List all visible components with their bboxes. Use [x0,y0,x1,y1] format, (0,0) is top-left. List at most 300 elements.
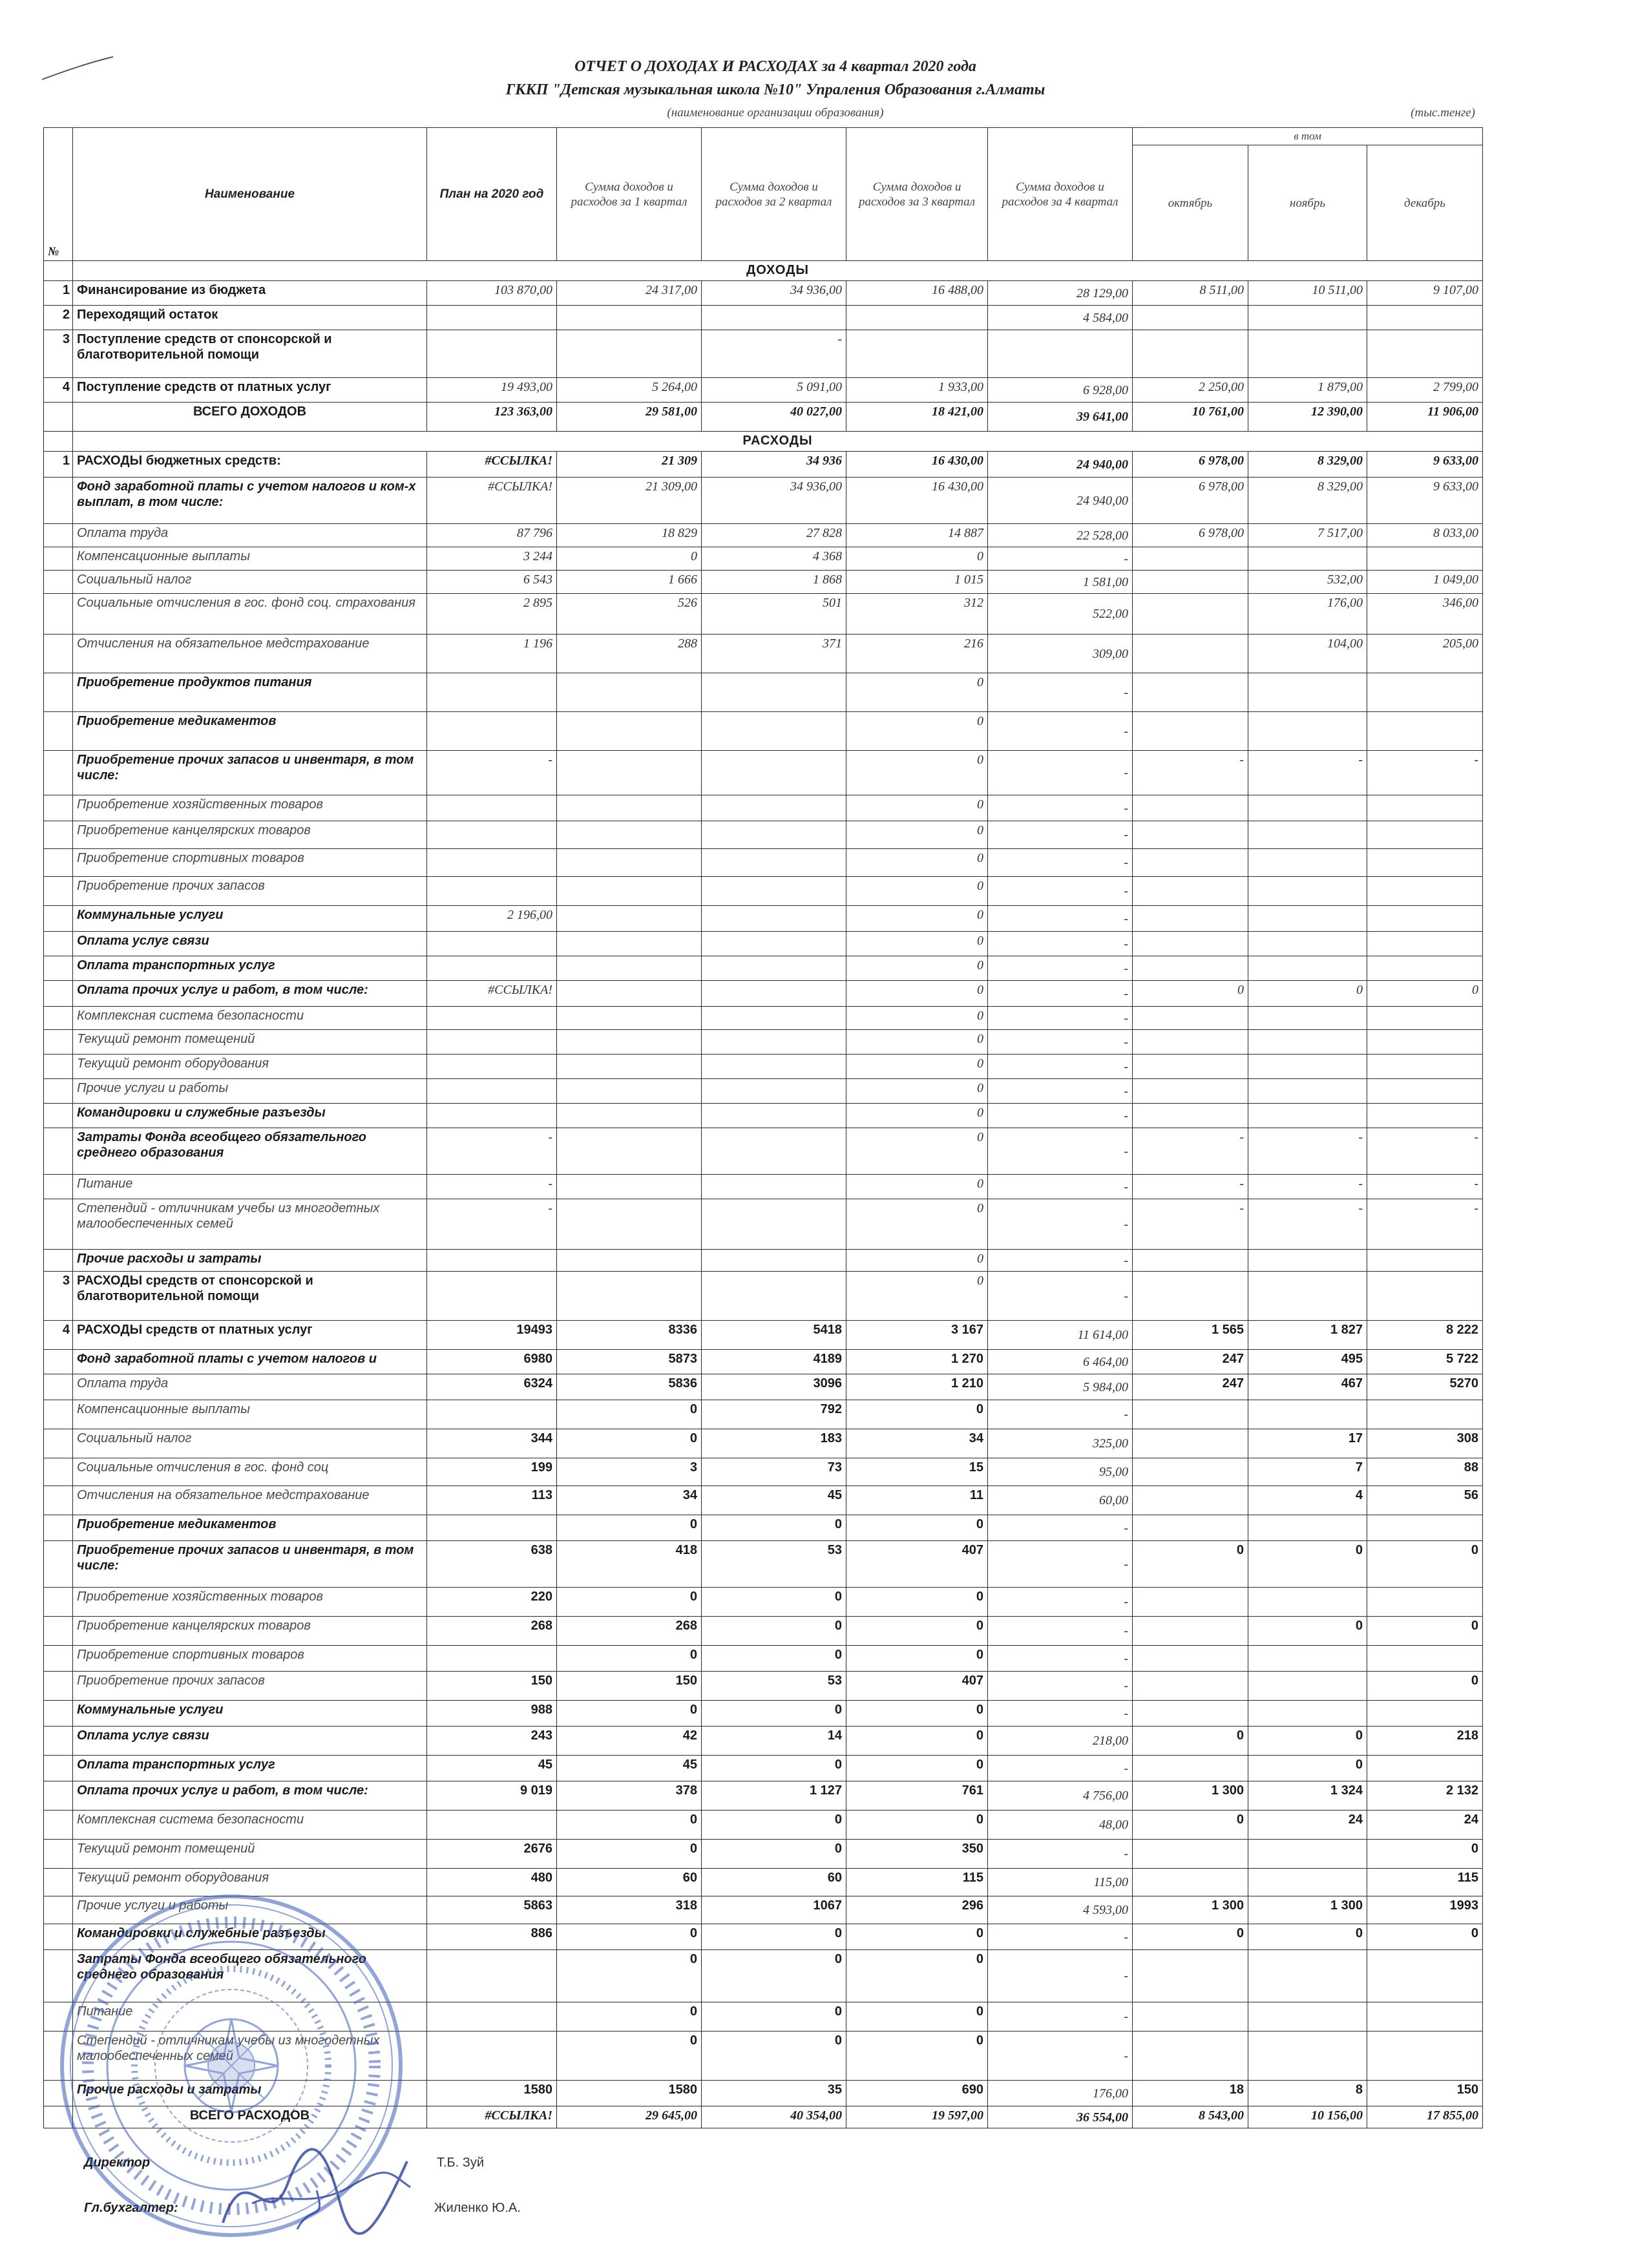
cell-q3: 0 [846,956,988,981]
pen-stroke-mark [39,52,116,84]
cell-q3: 3 167 [846,1321,988,1350]
table-row [44,1672,1483,1701]
cell-q4: 309,00 [988,635,1133,673]
cell-plan [427,1272,557,1321]
table-row [44,571,1483,594]
cell-q1: 45 [557,1756,702,1781]
cell-q1 [557,306,702,330]
cell-october: 6 978,00 [1133,478,1248,524]
column-header-q1: Сумма доходов и расходов за 1 квартал [557,128,702,261]
cell-q1 [557,906,702,932]
row-label: Компенсационные выплаты [73,1400,427,1429]
cell-december [1367,1701,1483,1727]
cell-october [1133,1007,1248,1030]
row-number: 3 [44,330,73,378]
cell-q4 [988,330,1133,378]
cell-plan [427,712,557,751]
row-number [44,1458,73,1486]
column-header-q2: Сумма доходов и расходов за 2 квартал [702,128,846,261]
cell-december: - [1367,1199,1483,1250]
cell-q3 [846,306,988,330]
cell-q3: 216 [846,635,988,673]
cell-q3: 296 [846,1896,988,1924]
cell-november [1248,906,1367,932]
cell-q4: - [988,849,1133,877]
cell-q2: 73 [702,1458,846,1486]
cell-december [1367,1079,1483,1104]
table-row [44,306,1483,330]
cell-november [1248,1104,1367,1128]
table-row [44,1400,1483,1429]
row-label: Командировки и служебные разъезды [73,1104,427,1128]
cell-q1: 60 [557,1869,702,1896]
cell-q3: 0 [846,1250,988,1272]
row-label: Приобретение прочих запасов [73,877,427,906]
cell-december [1367,2002,1483,2032]
cell-q3: 16 430,00 [846,452,988,478]
cell-plan [427,849,557,877]
cell-december [1367,1104,1483,1128]
cell-q2: 60 [702,1869,846,1896]
cell-october: 0 [1133,1811,1248,1840]
cell-q1 [557,849,702,877]
row-number [44,547,73,571]
cell-q2 [702,956,846,981]
table-row [44,1374,1483,1400]
row-number [44,932,73,956]
cell-q1: 0 [557,1811,702,1840]
cell-plan [427,1104,557,1128]
row-number [44,594,73,635]
row-label: ВСЕГО ДОХОДОВ [73,403,427,432]
cell-october [1133,1400,1248,1429]
cell-november: 7 [1248,1458,1367,1486]
cell-october [1133,1672,1248,1701]
row-number: 4 [44,378,73,403]
cell-q1: 288 [557,635,702,673]
cell-plan: 638 [427,1541,557,1588]
cell-november [1248,673,1367,712]
cell-december [1367,2032,1483,2081]
cell-q1: 34 [557,1486,702,1515]
column-header-december: декабрь [1367,145,1483,261]
row-label: Оплата прочих услуг и работ, в том числе: [73,981,427,1007]
cell-plan [427,877,557,906]
table-row [44,1781,1483,1811]
cell-november: - [1248,751,1367,795]
cell-q4: - [988,1924,1133,1950]
cell-november: 176,00 [1248,594,1367,635]
accountant-name: Жиленко Ю.А. [434,2201,521,2215]
cell-q4: 60,00 [988,1486,1133,1515]
cell-q1 [557,877,702,906]
cell-q4: - [988,1541,1133,1588]
cell-q4: - [988,1588,1133,1617]
table-row [44,981,1483,1007]
cell-q4: - [988,1175,1133,1199]
column-header-q4: Сумма доходов и расходов за 4 квартал [988,128,1133,261]
row-label: Оплата прочих услуг и работ, в том числе: [73,1781,427,1811]
cell-q3: 0 [846,1079,988,1104]
row-label: Финансирование из бюджета [73,281,427,306]
table-row [44,1079,1483,1104]
cell-october [1133,1429,1248,1458]
row-number [44,1199,73,1250]
row-label: Социальные отчисления в гос. фонд соц [73,1458,427,1486]
cell-october: 2 250,00 [1133,378,1248,403]
cell-plan [427,2032,557,2081]
table-row [44,877,1483,906]
row-number [44,1672,73,1701]
cell-plan [427,2002,557,2032]
row-number [44,981,73,1007]
cell-q4: - [988,1672,1133,1701]
cell-q1: 418 [557,1541,702,1588]
cell-q3: 14 887 [846,524,988,547]
cell-december: 218 [1367,1727,1483,1756]
cell-december [1367,1400,1483,1429]
row-label: ВСЕГО РАСХОДОВ [73,2106,427,2128]
cell-december [1367,1250,1483,1272]
cell-october [1133,2002,1248,2032]
cell-december: 9 633,00 [1367,478,1483,524]
cell-q2: 34 936 [702,452,846,478]
table-row [44,281,1483,306]
cell-q3: 0 [846,932,988,956]
cell-q4: - [988,1756,1133,1781]
cell-plan: 123 363,00 [427,403,557,432]
cell-december [1367,849,1483,877]
cell-december: 5270 [1367,1374,1483,1400]
cell-december [1367,906,1483,932]
cell-q1 [557,1175,702,1199]
cell-november: 10 156,00 [1248,2106,1367,2128]
cell-plan: 988 [427,1701,557,1727]
cell-q2: 0 [702,2002,846,2032]
cell-q2: 40 027,00 [702,403,846,432]
cell-december [1367,1272,1483,1321]
cell-december [1367,956,1483,981]
cell-october: - [1133,1199,1248,1250]
row-number [44,1055,73,1079]
row-label: Затраты Фонда всеобщего обязательного среднего образования [73,1128,427,1175]
cell-december: 0 [1367,1672,1483,1701]
cell-q3: 0 [846,1727,988,1756]
cell-december: 17 855,00 [1367,2106,1483,2128]
row-number [44,821,73,849]
cell-q1 [557,1250,702,1272]
table-row [44,1007,1483,1030]
cell-q2 [702,1055,846,1079]
cell-plan: 19 493,00 [427,378,557,403]
cell-december: 24 [1367,1811,1483,1840]
row-label: РАСХОДЫ средств от спонсорской и благотворительной помощи [73,1272,427,1321]
row-number [44,1617,73,1646]
cell-november: 1 879,00 [1248,378,1367,403]
cell-q2 [702,306,846,330]
cell-q2 [702,849,846,877]
cell-november [1248,1030,1367,1055]
row-number [44,1104,73,1128]
row-number [44,524,73,547]
cell-q1: 18 829 [557,524,702,547]
cell-november: 0 [1248,1727,1367,1756]
cell-q1: 150 [557,1672,702,1701]
cell-october [1133,1840,1248,1869]
cell-q2: 1067 [702,1896,846,1924]
cell-q1 [557,956,702,981]
table-row [44,1515,1483,1541]
cell-q4: - [988,1199,1133,1250]
cell-december [1367,306,1483,330]
cell-october: 247 [1133,1374,1248,1400]
cell-q4: - [988,1104,1133,1128]
row-number [44,1079,73,1104]
cell-december: 2 799,00 [1367,378,1483,403]
cell-october: 1 300 [1133,1896,1248,1924]
cell-q2: 0 [702,1617,846,1646]
cell-q1: 42 [557,1727,702,1756]
cell-q3: 115 [846,1869,988,1896]
row-label: Поступление средств от платных услуг [73,378,427,403]
cell-december: - [1367,751,1483,795]
row-label: Прочие расходы и затраты [73,1250,427,1272]
row-number [44,1486,73,1515]
cell-q1: 0 [557,2032,702,2081]
cell-plan [427,1400,557,1429]
row-label: Приобретение хозяйственных товаров [73,1588,427,1617]
cell-december: 56 [1367,1486,1483,1515]
cell-q4: - [988,1079,1133,1104]
table-row [44,849,1483,877]
cell-plan [427,1515,557,1541]
cell-plan [427,1030,557,1055]
cell-q1: 21 309,00 [557,478,702,524]
cell-november [1248,1869,1367,1896]
cell-q1: 5873 [557,1350,702,1374]
row-number [44,478,73,524]
cell-november [1248,795,1367,821]
cell-q2 [702,821,846,849]
cell-november: 104,00 [1248,635,1367,673]
row-label: Приобретение прочих запасов [73,1672,427,1701]
cell-q2 [702,1128,846,1175]
row-label: Комплексная система безопасности [73,1811,427,1840]
cell-q1: 0 [557,1840,702,1869]
table-row [44,1727,1483,1756]
cell-november: 0 [1248,1756,1367,1781]
cell-plan: 6 543 [427,571,557,594]
cell-november: 532,00 [1248,571,1367,594]
cell-q1: 0 [557,2002,702,2032]
cell-q4: - [988,956,1133,981]
cell-q2 [702,1250,846,1272]
cell-q3: 0 [846,1646,988,1672]
row-label: Оплата труда [73,1374,427,1400]
cell-december: 5 722 [1367,1350,1483,1374]
cell-plan [427,1250,557,1272]
row-label: Приобретение прочих запасов и инвентаря, в том числе: [73,1541,427,1588]
cell-q4: 11 614,00 [988,1321,1133,1350]
cell-q1 [557,1055,702,1079]
cell-q2: 5418 [702,1321,846,1350]
table-row [44,1199,1483,1250]
cell-december: 88 [1367,1458,1483,1486]
cell-plan [427,1811,557,1840]
cell-november [1248,1588,1367,1617]
cell-plan [427,821,557,849]
cell-q2: 792 [702,1400,846,1429]
cell-q3: 0 [846,1007,988,1030]
row-number [44,261,73,281]
cell-q1: 8336 [557,1321,702,1350]
cell-q1: 0 [557,547,702,571]
cell-q2 [702,1030,846,1055]
cell-q1: 5 264,00 [557,378,702,403]
row-number [44,1030,73,1055]
cell-q3: 0 [846,673,988,712]
cell-november [1248,849,1367,877]
cell-october [1133,1756,1248,1781]
row-label: Текущий ремонт оборудования [73,1055,427,1079]
cell-november: 0 [1248,981,1367,1007]
cell-plan [427,1950,557,2002]
cell-q4: - [988,1272,1133,1321]
table-row [44,1811,1483,1840]
cell-plan: 2 196,00 [427,906,557,932]
row-number [44,1515,73,1541]
cell-november: 1 324 [1248,1781,1367,1811]
table-row [44,478,1483,524]
table-row [44,821,1483,849]
cell-q1: 318 [557,1896,702,1924]
cell-plan: - [427,1199,557,1250]
row-label: Приобретение хозяйственных товаров [73,795,427,821]
table-row [44,751,1483,795]
cell-q3: 0 [846,547,988,571]
table-row [44,452,1483,478]
cell-october [1133,1250,1248,1272]
row-number [44,1646,73,1672]
table-row [44,1321,1483,1350]
cell-october [1133,906,1248,932]
section-row [44,261,1483,281]
cell-q2: 0 [702,1646,846,1672]
row-label: РАСХОДЫ бюджетных средств: [73,452,427,478]
cell-q3: 34 [846,1429,988,1458]
header-row [44,128,1483,145]
cell-plan: 1580 [427,2081,557,2106]
section-row [44,432,1483,452]
row-number [44,1007,73,1030]
table-row [44,1104,1483,1128]
cell-december [1367,1515,1483,1541]
cell-october [1133,1272,1248,1321]
row-label: Приобретение медикаментов [73,1515,427,1541]
report-title: ОТЧЕТ О ДОХОДАХ И РАСХОДАХ за 4 квартал 2020 года [574,58,976,75]
cell-q3: 0 [846,1811,988,1840]
row-number [44,1781,73,1811]
cell-q2: - [702,330,846,378]
cell-plan: #ССЫЛКА! [427,478,557,524]
cell-plan [427,795,557,821]
cell-october [1133,306,1248,330]
cell-q2: 0 [702,1756,846,1781]
row-label: Коммунальные услуги [73,906,427,932]
cell-q4: - [988,1030,1133,1055]
cell-q4: - [988,1007,1133,1030]
cell-november [1248,1250,1367,1272]
row-label: Питание [73,1175,427,1199]
cell-q3: 0 [846,1175,988,1199]
cell-q4: 4 584,00 [988,306,1133,330]
cell-october [1133,635,1248,673]
cell-plan [427,1007,557,1030]
cell-december: 346,00 [1367,594,1483,635]
row-number [44,849,73,877]
cell-q4: - [988,2032,1133,2081]
cell-q1: 3 [557,1458,702,1486]
cell-q4: - [988,981,1133,1007]
row-label: Текущий ремонт оборудования [73,1869,427,1896]
cell-plan: - [427,1128,557,1175]
row-number [44,1541,73,1588]
cell-q4: - [988,1617,1133,1646]
cell-october: 8 543,00 [1133,2106,1248,2128]
row-label: Фонд заработной платы с учетом налогов и [73,1350,427,1374]
cell-plan: #ССЫЛКА! [427,981,557,1007]
cell-december: 0 [1367,1541,1483,1588]
row-number [44,1727,73,1756]
cell-q2 [702,981,846,1007]
cell-q1: 0 [557,1429,702,1458]
row-label: Приобретение продуктов питания [73,673,427,712]
cell-q2 [702,712,846,751]
cell-q1 [557,1007,702,1030]
cell-plan: 886 [427,1924,557,1950]
cell-november [1248,877,1367,906]
row-label: Приобретение спортивных товаров [73,849,427,877]
income-expense-table [43,127,1483,2128]
cell-november: 1 827 [1248,1321,1367,1350]
cell-november [1248,1272,1367,1321]
row-number [44,956,73,981]
cell-q2: 0 [702,1924,846,1950]
cell-q2: 183 [702,1429,846,1458]
cell-october: 8 511,00 [1133,281,1248,306]
cell-q4: 22 528,00 [988,524,1133,547]
cell-q4: - [988,821,1133,849]
cell-plan: 19493 [427,1321,557,1350]
table-row [44,1701,1483,1727]
cell-q2 [702,751,846,795]
cell-december: 1993 [1367,1896,1483,1924]
cell-plan: 6324 [427,1374,557,1400]
row-label: Питание [73,2002,427,2032]
cell-november: 17 [1248,1429,1367,1458]
row-number [44,795,73,821]
cell-q4: - [988,795,1133,821]
row-label: Оплата труда [73,524,427,547]
cell-q2: 0 [702,1588,846,1617]
table-row [44,547,1483,571]
cell-q1: 1580 [557,2081,702,2106]
cell-q4: - [988,547,1133,571]
cell-november [1248,932,1367,956]
cell-december: 9 107,00 [1367,281,1483,306]
row-number [44,571,73,594]
cell-q3: 0 [846,981,988,1007]
